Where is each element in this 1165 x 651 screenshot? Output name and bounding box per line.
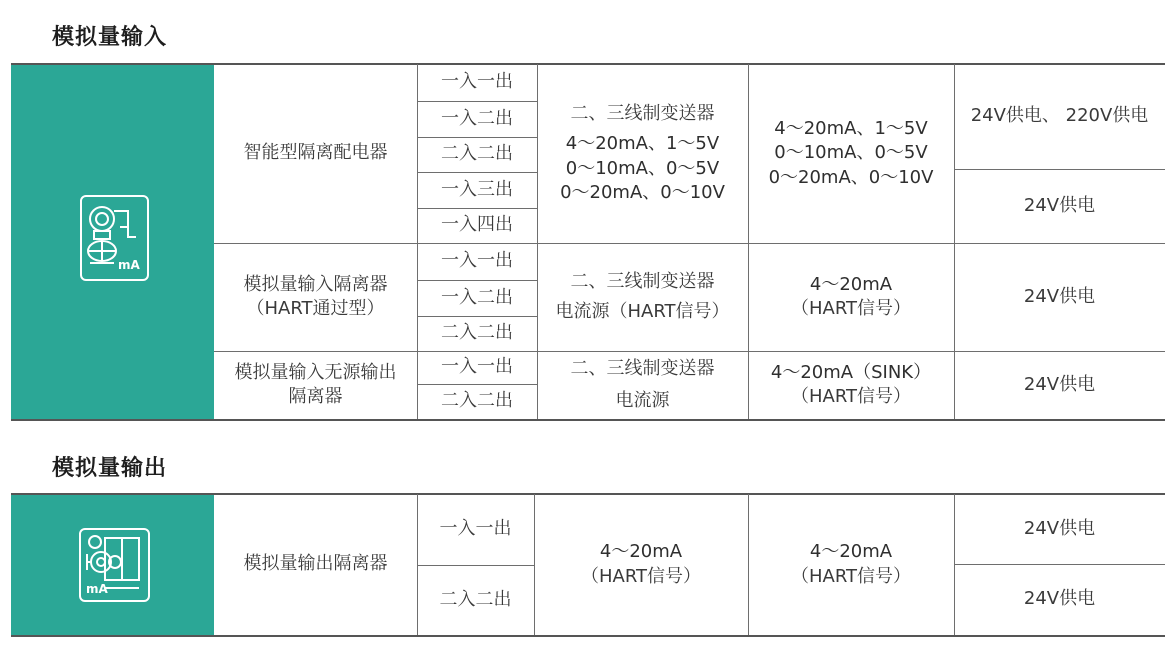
output-signal — [748, 351, 954, 419]
io-option: 一入四出 — [441, 214, 513, 236]
product-name — [214, 351, 417, 419]
input-signal — [537, 64, 748, 243]
section-title-input: 模拟量输入 — [52, 25, 168, 50]
io-option: 一入一出 — [439, 518, 512, 540]
input-line: 电流源 — [615, 390, 670, 411]
output-signal — [748, 243, 954, 351]
io-option: 一入一出 — [441, 250, 513, 272]
output-line: 0～20mA、0～10V — [768, 166, 934, 188]
input-line: 二、三线制变送器 — [570, 102, 715, 124]
product-name-line: 模拟量输入无源输出 — [234, 361, 397, 383]
input-signal — [534, 494, 748, 635]
product-name-line: （HART通过型） — [246, 298, 385, 319]
io-option: 二入二出 — [439, 588, 512, 610]
product-name-line: 模拟量输入隔离器 — [243, 273, 388, 295]
io-option: 一入一出 — [441, 71, 513, 93]
output-line: （HART信号） — [790, 386, 912, 407]
input-signal — [537, 351, 748, 419]
table-bottom-border — [11, 419, 1165, 421]
category-panel-input — [11, 64, 214, 419]
power-supply: 24V供电 — [1023, 517, 1096, 539]
table-bottom-border — [11, 635, 1165, 637]
output-line: 4～20mA（SINK） — [770, 361, 932, 383]
input-line: 0～20mA、0～10V — [560, 181, 725, 203]
power-supply: 24V供电 — [1023, 373, 1096, 395]
power-supply: 24V供电 — [1023, 194, 1096, 216]
output-signal — [748, 494, 954, 635]
output-line: 4～20mA、1～5V — [774, 118, 928, 140]
io-option: 一入三出 — [441, 178, 513, 200]
ma-label: mA — [118, 258, 140, 272]
input-signal — [537, 243, 748, 351]
product-name: 智能型隔离配电器 — [243, 142, 388, 164]
input-line: 二、三线制变送器 — [570, 270, 715, 292]
output-signal — [748, 64, 954, 243]
power-supply: 24V供电、 220V供电 — [970, 105, 1149, 127]
valve-positioner-ma-icon — [79, 528, 150, 602]
output-line: （HART信号） — [790, 565, 912, 587]
input-line: 二、三线制变送器 — [570, 357, 715, 379]
output-line: （HART信号） — [790, 298, 912, 319]
io-option: 二入二出 — [441, 390, 513, 412]
input-line: 0～10mA、0～5V — [565, 157, 720, 179]
product-name — [214, 243, 417, 351]
product-name: 模拟量输出隔离器 — [243, 553, 388, 575]
category-panel-output — [11, 494, 214, 635]
input-line: 4～20mA — [599, 541, 683, 563]
power-supply: 24V供电 — [1023, 588, 1096, 610]
output-line: 4～20mA — [809, 273, 893, 295]
io-option: 一入一出 — [441, 356, 513, 378]
transmitter-ma-icon — [80, 195, 149, 281]
io-option: 二入二出 — [441, 143, 513, 165]
io-option: 二入二出 — [441, 322, 513, 344]
section-title-output: 模拟量输出 — [52, 456, 168, 481]
input-line: （HART信号） — [580, 565, 702, 587]
output-line: 4～20mA — [809, 541, 893, 563]
input-line: 4～20mA、1～5V — [565, 133, 720, 155]
io-option: 一入二出 — [441, 286, 513, 308]
power-supply: 24V供电 — [1023, 285, 1096, 307]
product-name-line: 隔离器 — [288, 386, 343, 407]
io-option: 一入二出 — [441, 107, 513, 129]
output-line: 0～10mA、0～5V — [774, 142, 928, 164]
input-line: 电流源（HART信号） — [555, 301, 730, 322]
ma-label: mA — [86, 582, 108, 596]
